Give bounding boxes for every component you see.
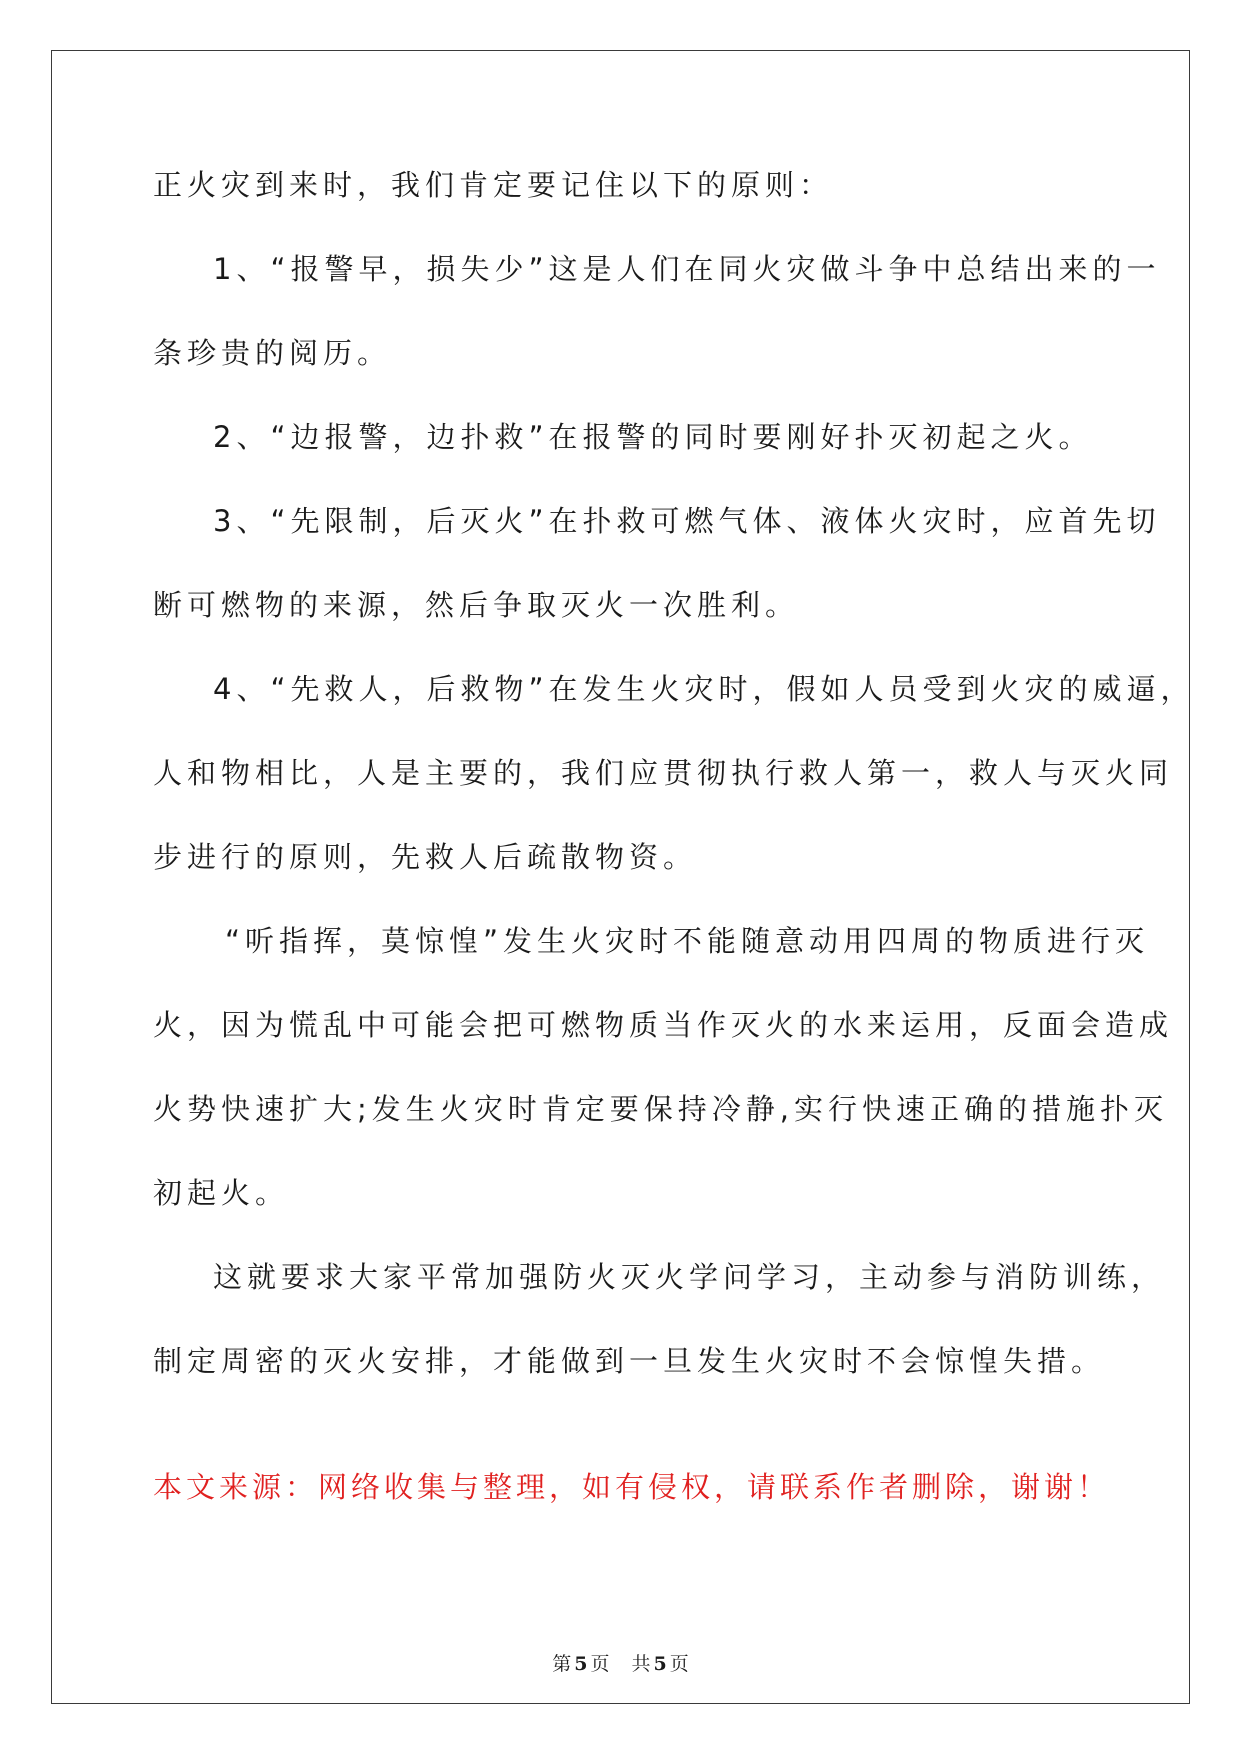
text-line: 条珍贵的阅历。 — [153, 336, 392, 370]
page-label-suffix: 页 — [590, 1653, 610, 1675]
current-page-number: 5 — [574, 1653, 588, 1675]
text-line: 人和物相比，人是主要的，我们应贯彻执行救人第一，救人与灭火同 — [153, 756, 1174, 790]
total-label-suffix: 页 — [669, 1653, 689, 1675]
source-note: 本文来源：网络收集与整理，如有侵权，请联系作者删除，谢谢！ — [153, 1470, 1111, 1504]
text-line: 火，因为慌乱中可能会把可燃物质当作灭火的水来运用，反面会造成 — [153, 1008, 1174, 1042]
page-label-prefix: 第 — [552, 1653, 572, 1675]
total-label-prefix: 共 — [631, 1653, 651, 1675]
text-line: 正火灾到来时，我们肯定要记住以下的原则： — [153, 168, 834, 202]
total-page-number: 5 — [653, 1653, 667, 1675]
text-line: “听指挥，莫惊惶”发生火灾时不能随意动用四周的物质进行灭 — [225, 924, 1150, 958]
page-number-footer — [0, 1651, 1241, 1677]
text-line: 火势快速扩大;发生火灾时肯定要保持冷静,实行快速正确的措施扑灭 — [153, 1092, 1168, 1126]
text-line: 2、“边报警，边扑救”在报警的同时要刚好扑灭初起之火。 — [213, 420, 1093, 454]
text-line: 这就要求大家平常加强防火灭火学问学习，主动参与消防训练， — [213, 1260, 1166, 1294]
text-line: 4、“先救人，后救物”在发生火灾时，假如人员受到火灾的威逼， — [213, 672, 1195, 706]
text-line: 步进行的原则，先救人后疏散物资。 — [153, 840, 698, 874]
text-line: 1、“报警早，损失少”这是人们在同火灾做斗争中总结出来的一 — [213, 252, 1161, 286]
text-line: 断可燃物的来源，然后争取灭火一次胜利。 — [153, 588, 800, 622]
text-line: 制定周密的灭火安排，才能做到一旦发生火灾时不会惊惶失措。 — [153, 1344, 1106, 1378]
text-line: 3、“先限制，后灭火”在扑救可燃气体、液体火灾时，应首先切 — [213, 504, 1161, 538]
text-line: 初起火。 — [153, 1176, 290, 1210]
page-border — [51, 50, 1190, 1704]
